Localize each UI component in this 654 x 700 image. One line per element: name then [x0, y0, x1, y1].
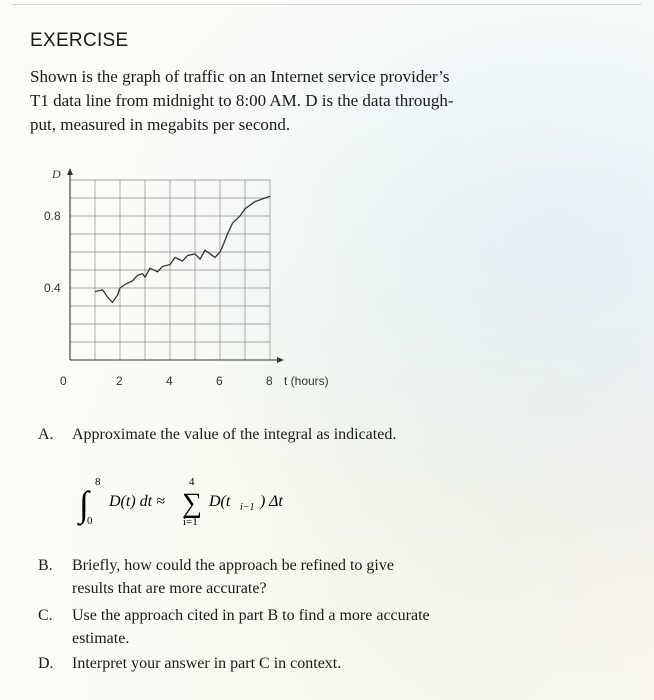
y-tick-label-0.8: 0.8 — [44, 209, 61, 223]
x-axis-arrow — [277, 357, 284, 363]
question-a — [38, 423, 512, 446]
question-c-label: C. — [38, 607, 53, 624]
top-divider — [12, 4, 642, 5]
y-axis-label: D — [52, 167, 61, 181]
series-line-D — [95, 196, 270, 302]
question-d-text: Interpret your answer in part C in context. — [72, 655, 342, 672]
question-b-line-1: Briefly, how could the approach be refined to give — [72, 557, 394, 574]
chart-axes — [67, 168, 284, 363]
x-tick-label-6: 6 — [216, 374, 223, 388]
question-d — [38, 652, 512, 675]
exercise-intro — [30, 65, 530, 137]
intro-line-1: Shown is the graph of traffic on an Internet service provider’s — [30, 67, 450, 86]
y-axis-arrow — [67, 168, 73, 175]
integrand-text: D(t) dt ≈ — [109, 493, 165, 510]
integral-formula — [75, 472, 335, 534]
y-tick-label-0.4: 0.4 — [44, 281, 61, 295]
sum-sign: ∑ — [182, 488, 202, 519]
question-c — [38, 604, 552, 650]
integral-sign: ∫ — [79, 484, 89, 524]
x-tick-label-0: 0 — [60, 374, 67, 388]
question-a-label: A. — [38, 426, 54, 443]
question-b-label: B. — [38, 557, 53, 574]
question-c-line-2: estimate. — [72, 630, 130, 647]
x-axis-label: t (hours) — [284, 374, 329, 388]
question-a-text: Approximate the value of the integral as indicated. — [72, 426, 397, 443]
question-b — [38, 554, 512, 600]
summand-end: ) Δt — [260, 493, 283, 510]
x-tick-label-2: 2 — [116, 374, 123, 388]
intro-line-2: T1 data line from midnight to 8:00 AM. D is the data through- — [30, 91, 454, 110]
question-b-line-2: results that are more accurate? — [72, 580, 267, 597]
traffic-chart — [40, 160, 340, 400]
question-d-label: D. — [38, 655, 54, 672]
x-tick-label-8: 8 — [266, 374, 273, 388]
chart-grid — [70, 180, 270, 360]
integral-upper-limit: 8 — [95, 476, 101, 488]
sum-lower-limit: i=1 — [183, 516, 198, 528]
sum-upper-limit: 4 — [189, 476, 195, 488]
summand-subscript: i−1 — [240, 502, 255, 513]
exercise-title: EXERCISE — [30, 30, 129, 51]
integral-lower-limit: 0 — [87, 515, 93, 527]
question-c-line-1: Use the approach cited in part B to find a more accurate — [72, 607, 430, 624]
summand-text: D(t — [209, 493, 231, 510]
intro-line-3: put, measured in megabits per second. — [30, 115, 291, 134]
x-tick-label-4: 4 — [166, 374, 173, 388]
